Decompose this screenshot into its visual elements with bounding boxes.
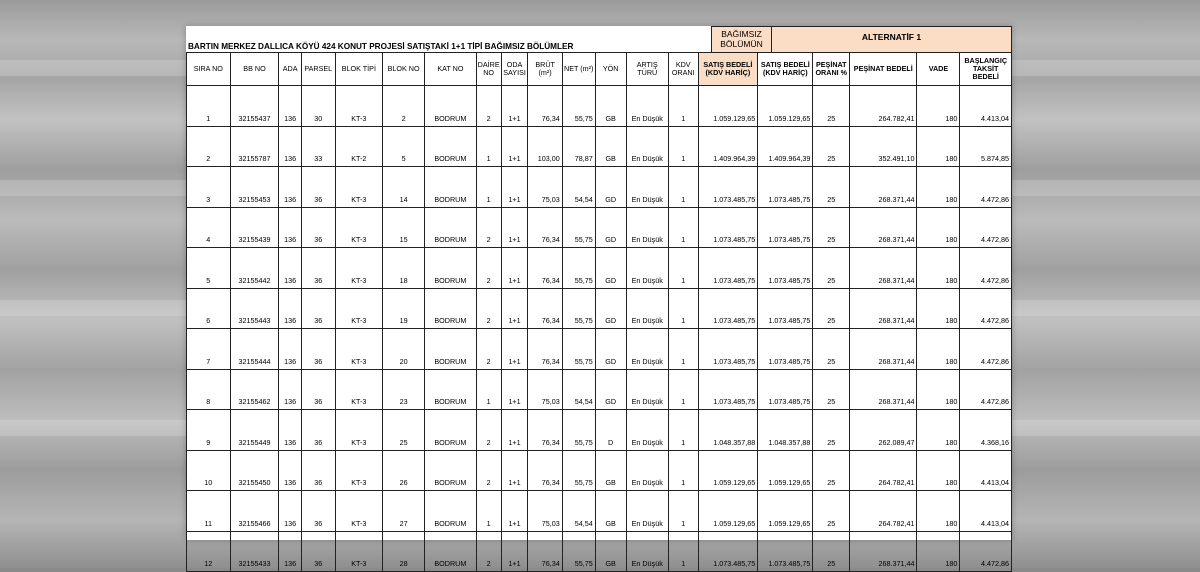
cell-vade: 180 [917,126,960,167]
cell-yon: GD [595,167,626,208]
cell-vade: 180 [917,491,960,532]
header-artis-turu: ARTIŞ TÜRÜ [626,53,668,86]
cell-ada: 136 [279,329,302,370]
cell-ada: 136 [279,288,302,329]
cell-ada: 136 [279,531,302,572]
cell-parsel: 36 [301,369,335,410]
cell-vade: 180 [917,450,960,491]
cell-net: 55,75 [562,207,595,248]
cell-yon: GB [595,531,626,572]
cell-pesinat-orani: 25 [813,491,850,532]
cell-sira-no: 4 [187,207,231,248]
cell-blok-tipi: KT-3 [335,410,382,451]
table-row [187,288,1012,329]
cell-baslangic-taksit: 4.472,86 [960,248,1012,289]
header-satis-bedeli-unit: SATIŞ BEDELİ (KDV HARİÇ) [698,53,758,86]
cell-yon: GD [595,248,626,289]
cell-satis-bedeli-unit: 1.073.485,75 [698,329,758,370]
cell-parsel: 36 [301,329,335,370]
cell-yon: D [595,410,626,451]
cell-pesinat-bedeli: 352.491,10 [850,126,917,167]
cell-satis-bedeli-unit: 1.059.129,65 [698,86,758,127]
cell-sira-no: 1 [187,86,231,127]
cell-brut: 76,34 [528,86,562,127]
table-row [187,207,1012,248]
cell-artis-turu: En Düşük [626,531,668,572]
cell-baslangic-taksit: 4.472,86 [960,167,1012,208]
cell-parsel: 36 [301,450,335,491]
cell-parsel: 36 [301,207,335,248]
cell-daire-no: 2 [476,248,501,289]
cell-parsel: 36 [301,167,335,208]
cell-artis-turu: En Düşük [626,86,668,127]
header-satis-bedeli-alt: SATIŞ BEDELİ (KDV HARİÇ) [758,53,813,86]
cell-ada: 136 [279,369,302,410]
cell-pesinat-bedeli: 268.371,44 [850,288,917,329]
cell-artis-turu: En Düşük [626,288,668,329]
cell-pesinat-orani: 25 [813,86,850,127]
cell-parsel: 36 [301,410,335,451]
cell-kdv-orani: 1 [668,167,698,208]
cell-satis-bedeli-unit: 1.048.357,88 [698,410,758,451]
cell-sira-no: 11 [187,491,231,532]
cell-vade: 180 [917,167,960,208]
cell-kdv-orani: 1 [668,207,698,248]
cell-brut: 75,03 [528,491,562,532]
cell-bb-no: 32155787 [230,126,279,167]
cell-pesinat-bedeli: 264.782,41 [850,491,917,532]
header-pesinat-orani: PEŞİNAT ORANI % [813,53,850,86]
cell-parsel: 36 [301,491,335,532]
cell-kdv-orani: 1 [668,86,698,127]
cell-blok-no: 28 [383,531,425,572]
cell-pesinat-bedeli: 268.371,44 [850,248,917,289]
cell-bb-no: 32155443 [230,288,279,329]
cell-bb-no: 32155449 [230,410,279,451]
cell-oda-sayisi: 1+1 [501,126,528,167]
cell-kat-no: BODRUM [425,329,477,370]
cell-daire-no: 2 [476,329,501,370]
cell-blok-no: 18 [383,248,425,289]
cell-blok-tipi: KT-3 [335,207,382,248]
table-row [187,86,1012,127]
table-row [187,410,1012,451]
cell-satis-bedeli-unit: 1.073.485,75 [698,207,758,248]
cell-net: 55,75 [562,531,595,572]
cell-sira-no: 10 [187,450,231,491]
cell-satis-bedeli-alt: 1.073.485,75 [758,288,813,329]
cell-satis-bedeli-unit: 1.059.129,65 [698,491,758,532]
cell-ada: 136 [279,491,302,532]
cell-kdv-orani: 1 [668,410,698,451]
cell-yon: GD [595,288,626,329]
cell-blok-tipi: KT-3 [335,167,382,208]
cell-baslangic-taksit: 5.874,85 [960,126,1012,167]
cell-sira-no: 8 [187,369,231,410]
cell-kdv-orani: 1 [668,248,698,289]
cell-vade: 180 [917,531,960,572]
cell-baslangic-taksit: 4.413,04 [960,491,1012,532]
cell-kat-no: BODRUM [425,126,477,167]
cell-ada: 136 [279,167,302,208]
cell-kdv-orani: 1 [668,288,698,329]
cell-pesinat-orani: 25 [813,531,850,572]
cell-brut: 76,34 [528,248,562,289]
cell-net: 54,54 [562,167,595,208]
cell-satis-bedeli-unit: 1.409.964,39 [698,126,758,167]
cell-blok-no: 14 [383,167,425,208]
cell-sira-no: 12 [187,531,231,572]
cell-oda-sayisi: 1+1 [501,491,528,532]
cell-oda-sayisi: 1+1 [501,410,528,451]
cell-kat-no: BODRUM [425,450,477,491]
cell-ada: 136 [279,248,302,289]
cell-kat-no: BODRUM [425,288,477,329]
cell-blok-tipi: KT-3 [335,288,382,329]
cell-blok-no: 23 [383,369,425,410]
cell-blok-tipi: KT-3 [335,531,382,572]
cell-blok-tipi: KT-3 [335,369,382,410]
cell-brut: 76,34 [528,288,562,329]
cell-blok-tipi: KT-2 [335,126,382,167]
cell-bb-no: 32155453 [230,167,279,208]
cell-pesinat-bedeli: 264.782,41 [850,450,917,491]
cell-baslangic-taksit: 4.472,86 [960,531,1012,572]
cell-bb-no: 32155444 [230,329,279,370]
cell-pesinat-orani: 25 [813,329,850,370]
cell-net: 78,87 [562,126,595,167]
cell-net: 55,75 [562,450,595,491]
cell-satis-bedeli-unit: 1.073.485,75 [698,531,758,572]
cell-oda-sayisi: 1+1 [501,329,528,370]
header-oda-sayisi: ODA SAYISI [501,53,528,86]
header-kat-no: KAT NO [425,53,477,86]
cell-blok-tipi: KT-3 [335,491,382,532]
header-blok-no: BLOK NO [383,53,425,86]
cell-pesinat-orani: 25 [813,126,850,167]
cell-blok-no: 26 [383,450,425,491]
cell-sira-no: 7 [187,329,231,370]
cell-bb-no: 32155462 [230,369,279,410]
cell-satis-bedeli-unit: 1.073.485,75 [698,248,758,289]
cell-blok-tipi: KT-3 [335,86,382,127]
cell-oda-sayisi: 1+1 [501,369,528,410]
cell-satis-bedeli-alt: 1.048.357,88 [758,410,813,451]
table-row [187,531,1012,572]
table-row [187,369,1012,410]
table-row [187,450,1012,491]
cell-vade: 180 [917,369,960,410]
cell-artis-turu: En Düşük [626,410,668,451]
cell-kdv-orani: 1 [668,491,698,532]
cell-kat-no: BODRUM [425,410,477,451]
cell-satis-bedeli-unit: 1.073.485,75 [698,369,758,410]
cell-oda-sayisi: 1+1 [501,207,528,248]
cell-parsel: 36 [301,531,335,572]
cell-parsel: 33 [301,126,335,167]
cell-sira-no: 5 [187,248,231,289]
cell-blok-no: 27 [383,491,425,532]
cell-brut: 103,00 [528,126,562,167]
cell-pesinat-orani: 25 [813,167,850,208]
cell-net: 54,54 [562,491,595,532]
cell-bb-no: 32155442 [230,248,279,289]
cell-parsel: 30 [301,86,335,127]
cell-blok-tipi: KT-3 [335,329,382,370]
cell-pesinat-bedeli: 268.371,44 [850,167,917,208]
table-header-row [187,53,1012,86]
cell-parsel: 36 [301,288,335,329]
cell-kat-no: BODRUM [425,167,477,208]
header-yon: YÖN [595,53,626,86]
cell-brut: 75,03 [528,369,562,410]
cell-vade: 180 [917,248,960,289]
spreadsheet-document [186,26,1012,568]
cell-blok-no: 2 [383,86,425,127]
cell-pesinat-bedeli: 264.782,41 [850,86,917,127]
cell-kdv-orani: 1 [668,369,698,410]
cell-pesinat-bedeli: 268.371,44 [850,531,917,572]
cell-net: 55,75 [562,288,595,329]
cell-blok-tipi: KT-3 [335,248,382,289]
cell-kat-no: BODRUM [425,248,477,289]
header-brut: BRÜT (m²) [528,53,562,86]
cell-satis-bedeli-alt: 1.059.129,65 [758,450,813,491]
table-row [187,167,1012,208]
table-row [187,329,1012,370]
cell-net: 54,54 [562,369,595,410]
cell-daire-no: 2 [476,288,501,329]
cell-pesinat-orani: 25 [813,207,850,248]
cell-satis-bedeli-alt: 1.059.129,65 [758,491,813,532]
cell-pesinat-orani: 25 [813,410,850,451]
cell-oda-sayisi: 1+1 [501,450,528,491]
cell-yon: GB [595,491,626,532]
cell-brut: 76,34 [528,450,562,491]
cell-oda-sayisi: 1+1 [501,531,528,572]
cell-brut: 75,03 [528,167,562,208]
cell-kdv-orani: 1 [668,450,698,491]
independent-unit-group-header: BAĞIMSIZ BÖLÜMÜN [711,26,772,53]
header-kdv-orani: KDV ORANI [668,53,698,86]
cell-bb-no: 32155439 [230,207,279,248]
cell-baslangic-taksit: 4.472,86 [960,329,1012,370]
cell-satis-bedeli-alt: 1.409.964,39 [758,126,813,167]
cell-baslangic-taksit: 4.472,86 [960,207,1012,248]
cell-satis-bedeli-alt: 1.073.485,75 [758,329,813,370]
cell-kdv-orani: 1 [668,531,698,572]
cell-daire-no: 2 [476,86,501,127]
cell-bb-no: 32155437 [230,86,279,127]
cell-vade: 180 [917,288,960,329]
cell-net: 55,75 [562,410,595,451]
cell-baslangic-taksit: 4.413,04 [960,450,1012,491]
cell-artis-turu: En Düşük [626,491,668,532]
cell-vade: 180 [917,207,960,248]
cell-kat-no: BODRUM [425,207,477,248]
cell-bb-no: 32155433 [230,531,279,572]
cell-brut: 76,34 [528,410,562,451]
cell-daire-no: 1 [476,126,501,167]
table-row [187,126,1012,167]
cell-daire-no: 1 [476,167,501,208]
cell-daire-no: 2 [476,207,501,248]
header-parsel: PARSEL [301,53,335,86]
cell-net: 55,75 [562,329,595,370]
cell-kat-no: BODRUM [425,86,477,127]
cell-pesinat-orani: 25 [813,248,850,289]
cell-satis-bedeli-alt: 1.073.485,75 [758,531,813,572]
cell-ada: 136 [279,410,302,451]
cell-artis-turu: En Düşük [626,248,668,289]
document-title: BARTIN MERKEZ DALLICA KÖYÜ 424 KONUT PROJESİ SATIŞTAKİ 1+1 TİPİ BAĞIMSIZ BÖLÜMLER [188,42,574,51]
header-bb-no: BB NO [230,53,279,86]
cell-oda-sayisi: 1+1 [501,167,528,208]
cell-daire-no: 1 [476,491,501,532]
cell-satis-bedeli-alt: 1.073.485,75 [758,167,813,208]
cell-brut: 76,34 [528,207,562,248]
cell-ada: 136 [279,450,302,491]
cell-artis-turu: En Düşük [626,329,668,370]
header-ada: ADA [279,53,302,86]
cell-yon: GD [595,369,626,410]
cell-net: 55,75 [562,86,595,127]
cell-baslangic-taksit: 4.368,16 [960,410,1012,451]
cell-brut: 76,34 [528,329,562,370]
cell-baslangic-taksit: 4.472,86 [960,288,1012,329]
cell-oda-sayisi: 1+1 [501,86,528,127]
cell-pesinat-bedeli: 262.089,47 [850,410,917,451]
cell-yon: GD [595,207,626,248]
header-daire-no: DAİRE NO [476,53,501,86]
cell-pesinat-bedeli: 268.371,44 [850,329,917,370]
cell-oda-sayisi: 1+1 [501,248,528,289]
table-row [187,491,1012,532]
cell-pesinat-orani: 25 [813,369,850,410]
header-blok-tipi: BLOK TİPİ [335,53,382,86]
cell-artis-turu: En Düşük [626,126,668,167]
cell-net: 55,75 [562,248,595,289]
cell-blok-no: 20 [383,329,425,370]
cell-blok-no: 15 [383,207,425,248]
cell-artis-turu: En Düşük [626,369,668,410]
header-baslangic-taksit: BAŞLANGIÇ TAKSİT BEDELİ [960,53,1012,86]
cell-satis-bedeli-alt: 1.059.129,65 [758,86,813,127]
cell-artis-turu: En Düşük [626,167,668,208]
cell-blok-no: 19 [383,288,425,329]
cell-daire-no: 2 [476,450,501,491]
cell-daire-no: 1 [476,369,501,410]
units-table [186,52,1012,572]
cell-sira-no: 3 [187,167,231,208]
table-body [187,86,1012,572]
cell-satis-bedeli-unit: 1.073.485,75 [698,167,758,208]
cell-baslangic-taksit: 4.472,86 [960,369,1012,410]
cell-pesinat-orani: 25 [813,288,850,329]
cell-yon: GB [595,86,626,127]
table-row [187,248,1012,289]
cell-satis-bedeli-alt: 1.073.485,75 [758,369,813,410]
cell-artis-turu: En Düşük [626,207,668,248]
cell-ada: 136 [279,86,302,127]
cell-satis-bedeli-alt: 1.073.485,75 [758,248,813,289]
header-sira-no: SIRA NO [187,53,231,86]
cell-parsel: 36 [301,248,335,289]
cell-kdv-orani: 1 [668,126,698,167]
cell-yon: GB [595,450,626,491]
header-net: NET (m²) [562,53,595,86]
cell-satis-bedeli-alt: 1.073.485,75 [758,207,813,248]
cell-vade: 180 [917,329,960,370]
cell-satis-bedeli-unit: 1.059.129,65 [698,450,758,491]
cell-daire-no: 2 [476,410,501,451]
cell-kat-no: BODRUM [425,531,477,572]
cell-bb-no: 32155450 [230,450,279,491]
cell-ada: 136 [279,207,302,248]
cell-artis-turu: En Düşük [626,450,668,491]
cell-yon: GB [595,126,626,167]
alternative-group-header: ALTERNATİF 1 [771,26,1012,53]
cell-sira-no: 9 [187,410,231,451]
header-vade: VADE [917,53,960,86]
cell-yon: GD [595,329,626,370]
header-pesinat-bedeli: PEŞİNAT BEDELİ [850,53,917,86]
cell-blok-tipi: KT-3 [335,450,382,491]
cell-bb-no: 32155466 [230,491,279,532]
cell-sira-no: 2 [187,126,231,167]
cell-oda-sayisi: 1+1 [501,288,528,329]
cell-pesinat-orani: 25 [813,450,850,491]
cell-vade: 180 [917,410,960,451]
cell-brut: 76,34 [528,531,562,572]
cell-kat-no: BODRUM [425,491,477,532]
cell-sira-no: 6 [187,288,231,329]
cell-pesinat-bedeli: 268.371,44 [850,369,917,410]
cell-satis-bedeli-unit: 1.073.485,75 [698,288,758,329]
cell-kat-no: BODRUM [425,369,477,410]
cell-baslangic-taksit: 4.413,04 [960,86,1012,127]
cell-daire-no: 2 [476,531,501,572]
cell-ada: 136 [279,126,302,167]
cell-kdv-orani: 1 [668,329,698,370]
cell-vade: 180 [917,86,960,127]
cell-blok-no: 5 [383,126,425,167]
cell-blok-no: 25 [383,410,425,451]
cell-pesinat-bedeli: 268.371,44 [850,207,917,248]
